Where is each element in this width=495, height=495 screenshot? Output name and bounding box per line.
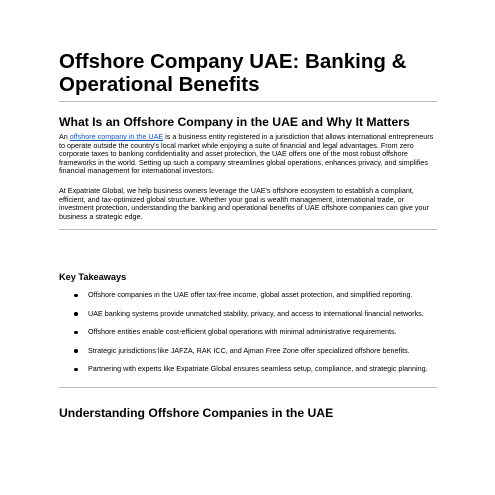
intro-text-rest: is a business entity registered in a jurisdiction that allows international entrepreneurs to operate outside the country's local market while enjoying a suite of financial and legal advantages. From zero corporate taxes to banking confidentiality and asset protection, the UAE offers one of the most robust offshore frameworks in the world. Setting up such a company streamlines global operations, enhances privacy, and simplifies financial management for international investors. (59, 132, 434, 176)
intro-text-start: An (59, 132, 70, 141)
offshore-company-link[interactable]: offshore company in the UAE (69, 132, 164, 141)
bullet-icon (74, 294, 78, 298)
bullet-icon (74, 312, 78, 316)
bullet-icon (74, 368, 78, 372)
key-takeaways-list (59, 291, 439, 374)
list-item-text: Strategic jurisdictions like JAFZA, RAK ICC, and Ajman Free Zone offer specialized offshore benefits. (88, 345, 410, 355)
list-item (59, 365, 439, 374)
list-item-text: Partnering with experts like Expatriate Global ensures seamless setup, compliance, and strategic planning. (88, 364, 428, 374)
list-item-text: Offshore entities enable cost-efficient global operations with minimal administrative requirements. (88, 327, 397, 337)
list-item-text: UAE banking systems provide unmatched stability, privacy, and access to international financial networks. (88, 308, 424, 318)
page-title: Offshore Company UAE: Banking & Operational Benefits (59, 50, 407, 96)
list-item (59, 347, 439, 356)
bullet-icon (74, 349, 78, 353)
section-heading-understanding: Understanding Offshore Companies in the UAE (59, 406, 334, 420)
list-item (59, 310, 439, 319)
expatriate-global-paragraph: At Expatriate Global, we help business owners leverage the UAE's offshore ecosystem to establish a compliant, efficient, and tax-optimized global structure. Whether your goal is wealth management, international trade, or investment protection, understanding the banking and operational benefits of UAE offshore companies can give your business a strategic edge. (59, 186, 429, 221)
divider (59, 387, 437, 388)
divider (59, 101, 437, 102)
intro-paragraph (59, 133, 439, 176)
list-item (59, 328, 439, 337)
key-takeaways-heading: Key Takeaways (59, 272, 127, 282)
section-heading-what-is: What Is an Offshore Company in the UAE and Why It Matters (59, 115, 410, 129)
divider (59, 229, 437, 230)
bullet-icon (74, 331, 78, 335)
list-item-text: Offshore companies in the UAE offer tax-free income, global asset protection, and simplified reporting. (88, 290, 413, 299)
list-item (59, 291, 439, 300)
